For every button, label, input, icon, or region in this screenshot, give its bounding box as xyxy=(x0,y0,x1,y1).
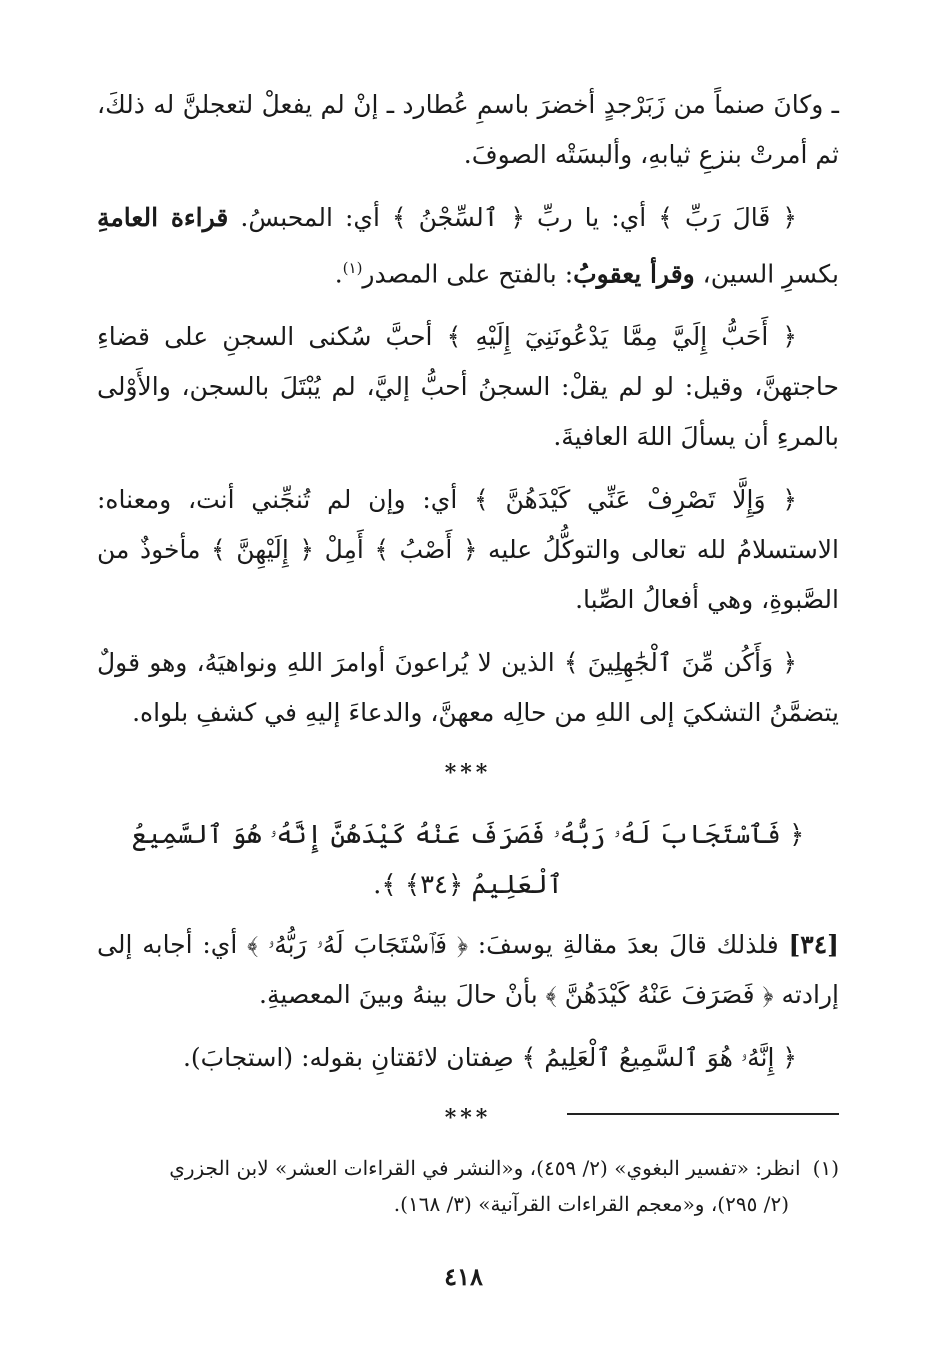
p2-text-3: : بالفتح على المصدر xyxy=(362,259,574,289)
verse-heading: ﴿ فَٱسْتَجَابَ لَهُۥ رَبُّهُۥ فَصَرَفَ عَنْهُ كَيْدَهُنَّ إِنَّهُۥ هُوَ ٱلسَّمِيعُ ٱلْعَلِيمُ ﴿٣٤﴾ ﴾. xyxy=(131,820,805,901)
paragraph-6 xyxy=(97,920,839,1020)
footnote-1-line-2: (٢/ ٢٩٥)، و«معجم القراءات القرآنية» (٣/ ١٦٨). xyxy=(393,1192,789,1216)
footnote-1-line-1: انظر: «تفسير البغوي» (٢/ ٤٥٩)، و«النشر في القراءات العشر» لابن الجزري xyxy=(169,1156,801,1180)
footnote-divider xyxy=(567,1113,839,1115)
p2-text-1: ﴿ قَالَ رَبِّ ﴾ أي: يا ربِّ ﴿ ٱلسِّجْنُ ﴾ أي: المحبسُ. xyxy=(228,203,797,232)
footnote-ref-1[interactable]: (١) xyxy=(342,259,363,277)
paragraph-1: ـ وكانَ صنماً من زَبَرْجدٍ أخضرَ باسمِ عُطارد ـ إنْ لم يفعلْ لتعجلنَّ له ذلكَ، ثم أمرتْ بنزعِ ثيابهِ، وألبسَتْه الصوفَ. xyxy=(97,90,839,169)
p2-bold-2: وقرأ يعقوبُ xyxy=(573,259,695,289)
p2-text-4: . xyxy=(334,259,343,289)
p2-bold-1: قراءة العامةِ xyxy=(97,203,229,232)
page-number: ٤١٨ xyxy=(444,1262,483,1291)
footnote-1-number: (١) xyxy=(812,1156,839,1180)
paragraph-4: ﴿ وَإِلَّا تَصْرِفْ عَنِّي كَيْدَهُنَّ ﴾ أي: وإن لم تُنجِّني أنت، ومعناه: الاستسلامُ لله تعالى والتوكُّلُ عليه ﴿ أَصْبُ ﴾ أَمِلْ ﴿ إِلَيْهِنَّ ﴾ مأخوذٌ من الصَّبوةِ، وهي أفعالُ الصِّبا. xyxy=(97,485,839,615)
section-separator-1: *** xyxy=(444,760,492,787)
paragraph-3: ﴿ أَحَبُّ إِلَيَّ مِمَّا يَدْعُونَنِيٓ إِلَيْهِ ﴾ أحبَّ سُكنى السجنِ على قضاءِ حاجتهنَّ، وقيل: لو لم يقلْ: السجنُ أحبُّ إليَّ، لم يُبْتَلَ بالسجن، والأَوْلى بالمرءِ أن يسألَ اللهَ العافيةَ. xyxy=(97,322,839,452)
footnotes xyxy=(97,1150,839,1222)
p2-text-2: بكسرِ السين، xyxy=(694,259,839,289)
paragraph-7: ﴿ إِنَّهُۥ هُوَ ٱلسَّمِيعُ ٱلْعَلِيمُ ﴾ صِفتان لائقتانِ بقوله: (استجابَ). xyxy=(182,1043,797,1073)
main-text xyxy=(97,80,839,1151)
p6-text-1: فلذلك قالَ بعدَ مقالةِ يوسفَ: ﴿ فَٱسْتَجَابَ لَهُۥ رَبُّهُۥ ﴾ أي: أجابه إلى إرادته ﴿ فَصَرَفَ عَنْهُ كَيْدَهُنَّ ﴾ بأنْ حالَ بينهُ وبينَ المعصيةِ. xyxy=(97,930,839,1010)
section-separator-2: *** xyxy=(444,1105,492,1132)
paragraph-5: ﴿ وَأَكُن مِّنَ ٱلْجَٰهِلِينَ ﴾ الذين لا يُراعونَ أوامرَ اللهِ ونواهيَهُ، وهو قولٌ يتضمَّنُ التشكيَ إلى اللهِ من حالِه معهنَّ، والدعاءَ إليهِ في كشفِ بلواه. xyxy=(97,648,839,728)
verse-number-34: [٣٤] xyxy=(788,930,839,960)
footnote-1 xyxy=(97,1150,839,1186)
paragraph-2 xyxy=(97,193,839,299)
